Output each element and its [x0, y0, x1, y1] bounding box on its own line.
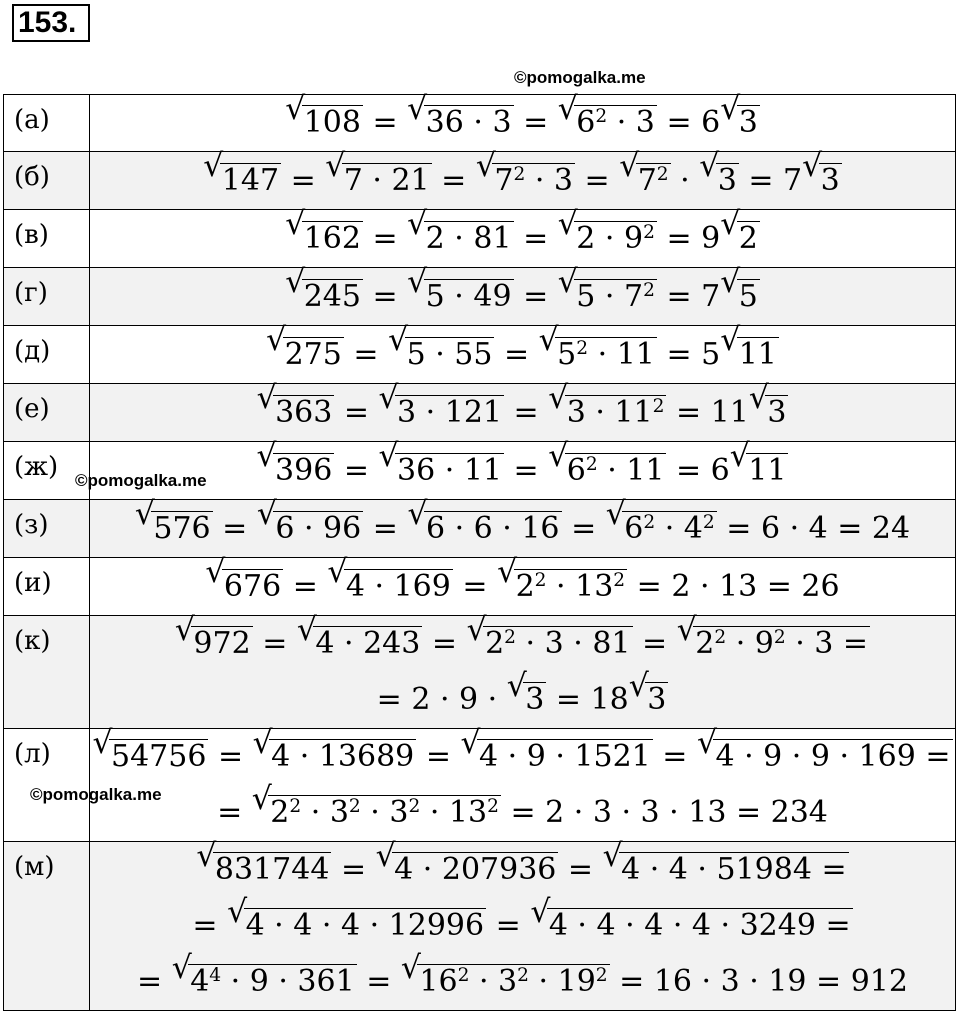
- row-equation: [90, 326, 956, 384]
- equation-line: √ 162 = √ 2 · 81 = √ $2 \cdot 9^2 = 9√$ 2: [90, 211, 955, 267]
- row-equation: [90, 616, 956, 729]
- equation-line: √ 576 = √ 6 · 96 = √ 6 · 6 · 16 = √ $6^2 \cdot 4^2 = 6 \cdot 4 = 24$: [90, 501, 955, 557]
- solution-row: [4, 326, 956, 384]
- solution-row: [4, 384, 956, 442]
- row-equation: [90, 442, 956, 500]
- row-equation: [90, 500, 956, 558]
- equation-line: √ 396 = √ 36 · 11 = √ $6^2 \cdot 11 = 6√$ 11: [90, 443, 955, 499]
- row-equation: [90, 152, 956, 210]
- row-label: (а): [4, 95, 90, 152]
- row-equation: [90, 558, 956, 616]
- solution-row: [4, 268, 956, 326]
- row-label: (к): [4, 616, 90, 729]
- equation-line: √ 108 = √ 36 · 3 = √ $6^2 \cdot 3 = 6√$ 3: [90, 95, 955, 151]
- solution-row: [4, 842, 956, 1011]
- watermark-middle: ©pomogalka.me: [75, 471, 207, 490]
- row-equation: [90, 842, 956, 1011]
- equation-line: √ 275 = √ 5 · 55 = √ $5^2 \cdot 11 = 5√$ 11: [90, 327, 955, 383]
- equation-line: √ 831744 = √ 4 · 207936 = √ 4 · 4 · 51984 =: [90, 842, 955, 898]
- solution-row: [4, 95, 956, 152]
- row-label: (г): [4, 268, 90, 326]
- row-label: (з): [4, 500, 90, 558]
- row-label: (в): [4, 210, 90, 268]
- equation-line: = √ 4 · 4 · 4 · 12996 = √ 4 · 4 · 4 · 4 · 3249 =: [90, 898, 955, 954]
- equation-line: = √ $2^2 \cdot 3^2 \cdot 3^2 \cdot 13^2 = 2 \cdot 3 \cdot 3 \cdot 13 = 234$: [90, 785, 955, 841]
- solution-row: [4, 616, 956, 729]
- solution-row: [4, 210, 956, 268]
- row-equation: [90, 95, 956, 152]
- problem-number: 153.: [12, 4, 90, 42]
- row-equation: [90, 268, 956, 326]
- equation-line: = 2 · 9 · √ 3 = 18√ 3: [90, 672, 955, 728]
- row-label: (е): [4, 384, 90, 442]
- equation-line: √ 147 = √ 7 · 21 = √ $7^2 \cdot 3$ = √ $7^2$ · √ 3 = 7√ 3: [90, 153, 955, 209]
- row-label: (и): [4, 558, 90, 616]
- row-label: (ж): [4, 442, 90, 500]
- row-label: (л): [4, 729, 90, 842]
- equation-line: √ 245 = √ 5 · 49 = √ $5 \cdot 7^2 = 7√$ 5: [90, 269, 955, 325]
- equation-line: = √ $4^4 \cdot 9 \cdot 361$ = √ $16^2 \cdot 3^2 \cdot 19^2 = 16 \cdot 3 \cdot 19 = 912$: [90, 954, 955, 1010]
- row-equation: [90, 210, 956, 268]
- equation-line: √ 676 = √ 4 · 169 = √ $2^2 \cdot 13^2 = 2 \cdot 13 = 26$: [90, 559, 955, 615]
- watermark-bottom: ©pomogalka.me: [30, 785, 162, 804]
- solution-row: [4, 152, 956, 210]
- solution-row: [4, 558, 956, 616]
- equation-line: √ 54756 = √ 4 · 13689 = √ 4 · 9 · 1521 = √ 4 · 9 · 9 · 169 =: [90, 729, 955, 785]
- equation-line: √ 363 = √ 3 · 121 = √ $3 \cdot 11^2 = 11√$ 3: [90, 385, 955, 441]
- solution-table: [3, 94, 956, 1011]
- row-label: (м): [4, 842, 90, 1011]
- row-label: (д): [4, 326, 90, 384]
- solution-row: [4, 500, 956, 558]
- watermark-top: ©pomogalka.me: [514, 68, 646, 87]
- row-equation: [90, 384, 956, 442]
- row-label: (б): [4, 152, 90, 210]
- row-equation: [90, 729, 956, 842]
- equation-line: √ 972 = √ 4 · 243 = √ $2^2 \cdot 3 \cdot 81$ = √ $2^2 \cdot 9^2 \cdot 3$ =: [90, 616, 955, 672]
